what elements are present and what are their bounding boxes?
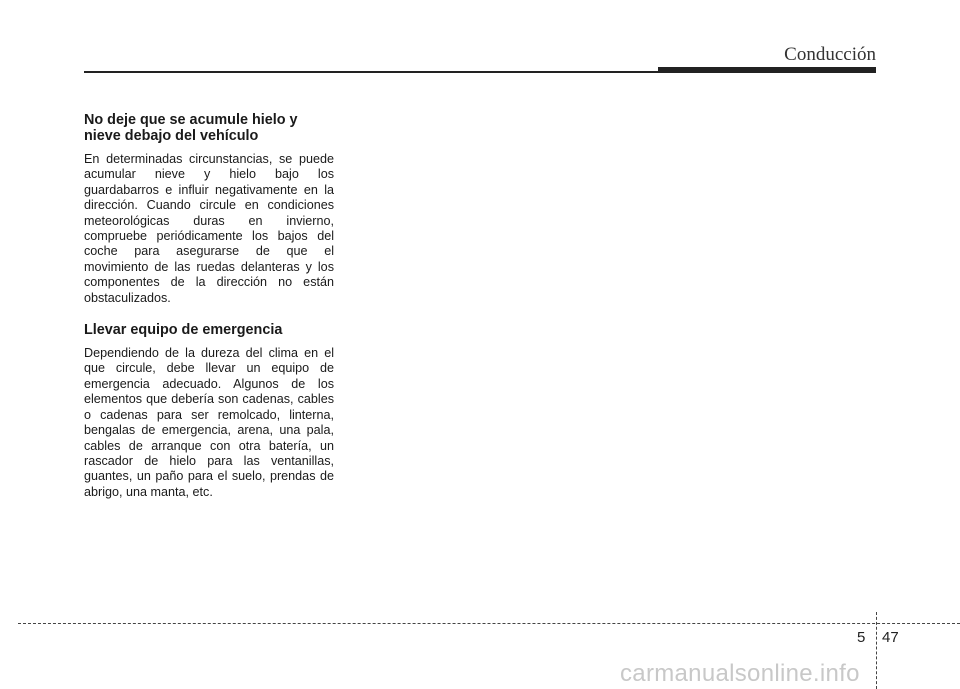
text-column [84,112,334,500]
chapter-title: Conducción [784,44,876,65]
section-body-ice-snow: En determinadas circunstancias, se puede acumular nieve y hielo bajo los guardabarros e influir negativamente en la dirección. Cuando circule en condiciones meteorológicas duras en invierno, compruebe periódicamente los bajos del coche para asegurarse de que el movimiento de las ruedas delanteras y los componentes de la dirección no están obstaculizados. [84,152,334,305]
watermark-text: carmanualsonline.info [620,660,860,687]
footer-dashed-divider [876,612,877,689]
header-rule-thick [658,67,876,73]
header-rule-thin [84,71,660,73]
footer-dashed-rule [18,623,960,624]
section-heading-ice-snow: No deje que se acumule hielo y nieve debajo del vehículo [84,112,298,144]
chapter-number: 5 [857,629,866,646]
page-number: 47 [882,629,899,646]
section-heading-emergency-equipment: Llevar equipo de emergencia [84,322,283,339]
section-body-emergency-equipment: Dependiendo de la dureza del clima en el que circule, debe llevar un equipo de emergencia adecuado. Algunos de los elementos que debería son cadenas, cables o cadenas para ser remolcado, linterna, bengalas de emergencia, arena, una pala, cables de arranque con otra batería, un rascador de hielo para las ventanillas, guantes, un paño para el suelo, prendas de abrigo, una manta, etc. [84,346,334,499]
